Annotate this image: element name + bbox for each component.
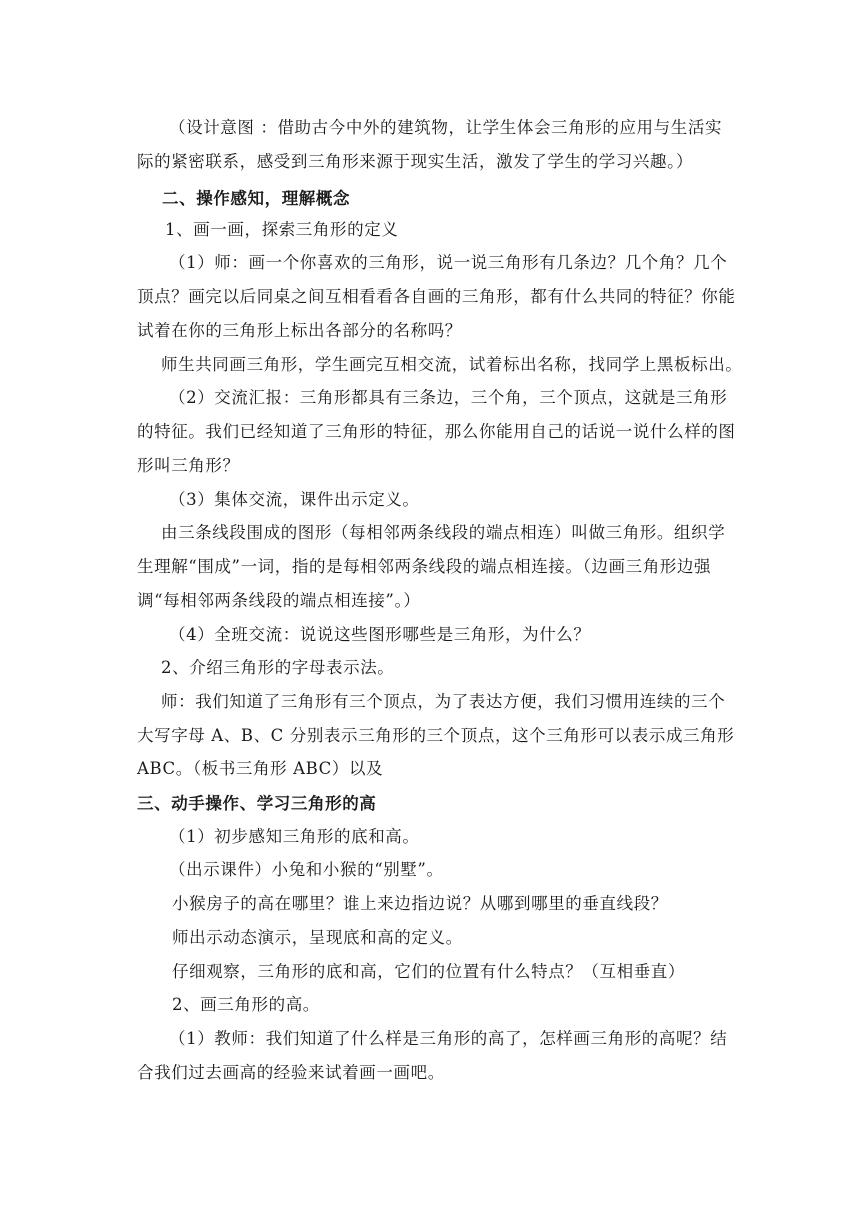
paragraph-line: ABC。（板书三角形 ABC）以及 bbox=[137, 759, 384, 778]
paragraph-line: 形叫三角形？ bbox=[137, 456, 240, 475]
paragraph-line: 大写字母 A、B、C 分别表示三角形的三个顶点，这个三角形可以表示成三角形 bbox=[137, 726, 735, 745]
paragraph-line: 的特征。我们已经知道了三角形的特征，那么你能用自己的话说一说什么样的图 bbox=[137, 422, 736, 441]
design-intent-line-2: 际的紧密联系，感受到三角形来源于现实生活，激发了学生的学习兴趣。） bbox=[137, 152, 694, 171]
paragraph-line: 师：我们知道了三角形有三个顶点，为了表达方便，我们习惯用连续的三个 bbox=[161, 692, 726, 711]
paragraph-line: 生理解“围成”一词，指的是每相邻两条线段的端点相连接。（边画三角形边强 bbox=[137, 557, 712, 576]
design-intent-line-1: （设计意图 ：借助古今中外的建筑物，让学生体会三角形的应用与生活实 bbox=[169, 118, 723, 137]
paragraph-line: 试着在你的三角形上标出各部分的名称吗？ bbox=[137, 321, 462, 340]
subsection-heading-3: 2、画三角形的高。 bbox=[172, 995, 320, 1014]
subsection-heading-2: 2、介绍三角形的字母表示法。 bbox=[161, 658, 395, 677]
paragraph-line: （2）交流汇报：三角形都具有三条边，三个角，三个顶点，这就是三角形 bbox=[169, 388, 728, 407]
section-heading-3: 三、动手操作、学习三角形的高 bbox=[137, 794, 377, 813]
paragraph-line: （1）教师：我们知道了什么样是三角形的高了，怎样画三角形的高呢？结 bbox=[169, 1029, 728, 1048]
paragraph-line: 合我们过去画高的经验来试着画一画吧。 bbox=[137, 1063, 445, 1082]
paragraph-line: 顶点？画完以后同桌之间互相看看各自画的三角形，都有什么共同的特征？你能 bbox=[137, 287, 736, 306]
section-heading-2: 二、操作感知，理解概念 bbox=[162, 189, 351, 208]
paragraph-line: 小猴房子的高在哪里？谁上来边指边说？从哪到哪里的垂直线段？ bbox=[172, 894, 668, 913]
paragraph-line: 由三条线段围成的图形（每相邻两条线段的端点相连）叫做三角形。组织学 bbox=[161, 523, 726, 542]
paragraph-line: 师生共同画三角形，学生画完互相交流，试着标出名称，找同学上黑板标出。 bbox=[161, 355, 743, 374]
paragraph-line: 师出示动态演示，呈现底和高的定义。 bbox=[172, 928, 463, 947]
paragraph-line: （1）师：画一个你喜欢的三角形，说一说三角形有几条边？几个角？几个 bbox=[169, 253, 728, 272]
paragraph-line: （出示课件）小兔和小猴的“别墅”。 bbox=[169, 860, 444, 879]
paragraph-line: 调“每相邻两条线段的端点相连接”。） bbox=[137, 591, 421, 610]
subsection-heading-1: 1、画一画，探索三角形的定义 bbox=[165, 220, 399, 239]
paragraph-line: （1）初步感知三角形的底和高。 bbox=[169, 827, 420, 846]
paragraph-line: （4）全班交流：说说这些图形哪些是三角形，为什么？ bbox=[169, 625, 591, 644]
paragraph-line: （3）集体交流，课件出示定义。 bbox=[169, 490, 420, 509]
paragraph-line: 仔细观察，三角形的底和高，它们的位置有什么特点？（互相垂直） bbox=[172, 962, 685, 981]
